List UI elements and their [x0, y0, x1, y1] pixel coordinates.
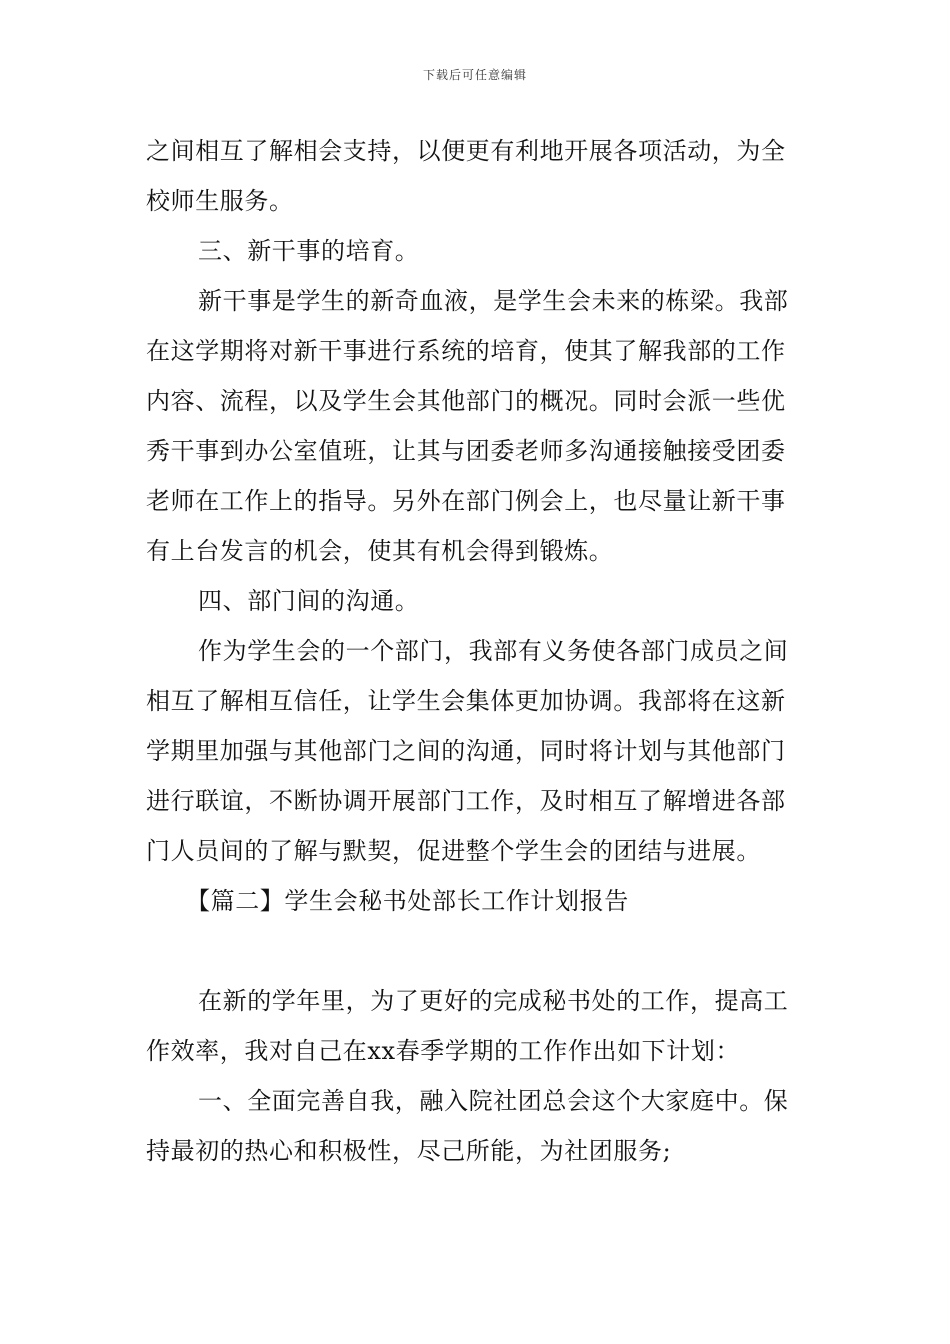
document-body: [146, 126, 806, 1176]
page-header: 下载后可任意编辑: [422, 68, 527, 82]
paragraph-plan-1: 一、全面完善自我，融入院社团总会这个大家庭中。保持最初的热心和积极性，尽己所能，为社团服务;: [146, 1087, 789, 1165]
paragraph-continuation: 之间相互了解相会支持，以便更有利地开展各项活动，为全校师生服务。: [146, 137, 786, 215]
section-heading-4: 四、部门间的沟通。: [198, 587, 420, 615]
blank-line: [146, 926, 806, 976]
section-heading-3: 三、新干事的培育。: [198, 237, 420, 265]
paragraph-communication: 作为学生会的一个部门，我部有义务使各部门成员之间相互了解相互信任，让学生会集体更加协调。我部将在这新学期里加强与其他部门之间的沟通，同时将计划与其他部门进行联谊，不断协调开展部门工作，及时相互了解增进各部门人员间的了解与默契，促进整个学生会的团结与进展。: [146, 637, 789, 865]
paragraph-new-staff: 新干事是学生的新奇血液，是学生会未来的栋梁。我部在这学期将对新干事进行系统的培育，使其了解我部的工作内容、流程，以及学生会其他部门的概况。同时会派一些优秀干事到办公室值班，让其与团委老师多沟通接触接受团委老师在工作上的指导。另外在部门例会上，也尽量让新干事有上台发言的机会，使其有机会得到锻炼。: [146, 287, 789, 565]
paragraph-intro: 在新的学年里，为了更好的完成秘书处的工作，提高工作效率，我对自己在xx春季学期的工作作出如下计划：: [146, 987, 789, 1065]
article-title: 【篇二】学生会秘书处部长工作计划报告: [186, 887, 629, 915]
